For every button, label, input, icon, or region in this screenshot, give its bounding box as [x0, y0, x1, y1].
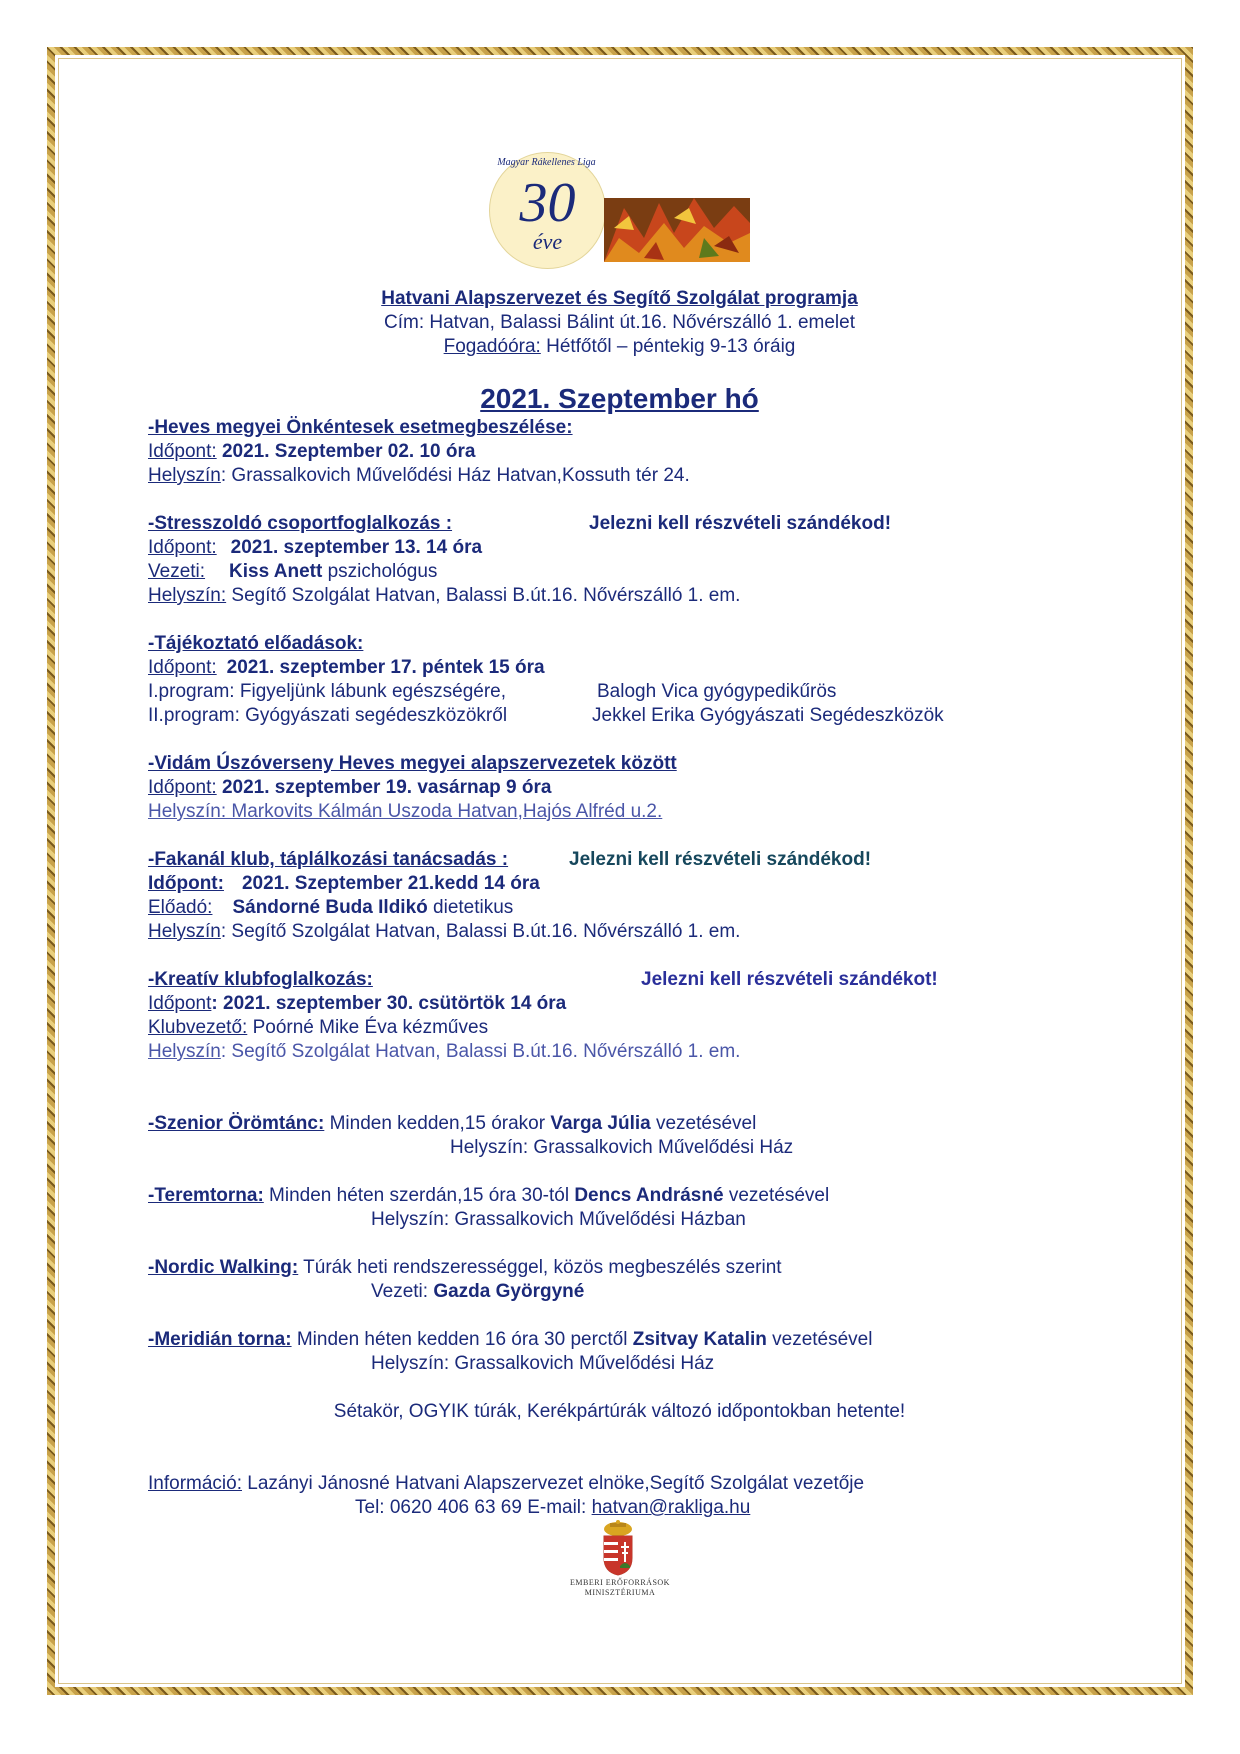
- event3-program2: II.program: Gyógyászati segédeszközökről: [148, 705, 508, 726]
- event5-lead: [148, 896, 513, 920]
- event2-time: [148, 536, 482, 560]
- time-label: Időpont:: [148, 657, 217, 678]
- event5-title: -Fakanál klub, táplálkozási tanácsadás :: [148, 849, 509, 870]
- ministry-name: [555, 1578, 685, 1598]
- time-label: Időpont:: [148, 537, 217, 558]
- time-label: Időpont:: [148, 777, 217, 798]
- time-value: 2021. Szeptember 02. 10 óra: [216, 441, 476, 462]
- event2-note: Jelezni kell részvételi szándékod!: [589, 513, 892, 534]
- month-title: 2021. Szeptember hó: [480, 383, 759, 414]
- hours-label: Fogadóóra:: [443, 336, 541, 357]
- event2-lead: [148, 560, 437, 584]
- time-value: 2021. szeptember 13. 14 óra: [230, 537, 483, 558]
- place-label: Helyszín: [148, 1041, 221, 1062]
- lead-role: pszichológus: [322, 561, 438, 582]
- event5-time: [148, 872, 540, 896]
- place-value: : Segítő Szolgálat Hatvan, Balassi B.út.16. Nővérszálló 1. em.: [220, 921, 741, 942]
- place-value: : Segítő Szolgálat Hatvan, Balassi B.út.16. Nővérszálló 1. em.: [220, 1041, 741, 1062]
- regular-leader: Dencs Andrásné: [574, 1185, 724, 1206]
- event2-title: -Stresszoldó csoportfoglalkozás :: [148, 513, 453, 534]
- event6-title: -Kreatív klubfoglalkozás:: [148, 969, 373, 990]
- regular4-place: Helyszín: Grassalkovich Művelődési Ház: [371, 1353, 715, 1374]
- header-hours: [148, 335, 1091, 359]
- autumn-leaves-image: [604, 198, 750, 262]
- event1-title: -Heves megyei Önkéntesek esetmegbeszélése:: [148, 417, 573, 438]
- walks-note: Sétakör, OGYIK túrák, Kerékpártúrák változó időpontokban hetente!: [333, 1401, 906, 1422]
- lead-label: Klubvezető:: [148, 1017, 248, 1038]
- place-value: : Grassalkovich Művelődési Ház Hatvan,Kossuth tér 24.: [220, 465, 690, 486]
- regular-title: -Teremtorna:: [148, 1185, 264, 1206]
- event3-title: -Tájékoztató előadások:: [148, 633, 364, 654]
- event5-place: [148, 920, 740, 944]
- hungarian-crest-icon: [598, 1520, 638, 1576]
- info-label: Információ:: [148, 1473, 242, 1494]
- event4-time: [148, 776, 551, 800]
- lead-label: Vezeti:: [148, 561, 206, 582]
- ministry-line2: MINISZTÉRIUMA: [584, 1588, 656, 1597]
- logo-number: 30: [519, 172, 576, 234]
- liga-30-logo: [489, 152, 606, 269]
- event4-title: -Vidám Úszóverseny Heves megyei alapszervezetek között: [148, 753, 677, 774]
- info-line: [148, 1472, 864, 1496]
- event3-program1: I.program: Figyeljünk lábunk egészségére,: [148, 681, 507, 702]
- lead-label: Előadó:: [148, 897, 213, 918]
- event2-place: [148, 584, 740, 608]
- regular-text: Minden héten kedden 16 óra 30 perctől: [291, 1329, 633, 1350]
- header-title: Hatvani Alapszervezet és Segítő Szolgálat programja: [381, 288, 858, 309]
- phone-text: Tel: 0620 406 63 69 E-mail:: [355, 1497, 592, 1518]
- regular2-place: Helyszín: Grassalkovich Művelődési Házban: [371, 1209, 746, 1230]
- regular-text: Túrák heti rendszerességgel, közös megbeszélés szerint: [298, 1257, 782, 1278]
- time-label: Időpont:: [148, 441, 217, 462]
- header-address: Cím: Hatvan, Balassi Bálint út.16. Nővérszálló 1. emelet: [384, 312, 855, 333]
- lead-value: Poórné Mike Éva kézműves: [247, 1017, 489, 1038]
- regular2-line: [148, 1184, 829, 1208]
- regular-text2: vezetésével: [723, 1185, 830, 1206]
- time-value: : 2021. szeptember 30. csütörtök 14 óra: [211, 993, 567, 1014]
- place-label: Helyszín:: [148, 585, 227, 606]
- regular-text: Minden kedden,15 órakor: [324, 1113, 551, 1134]
- time-label: Időpont: [148, 993, 212, 1014]
- email-link[interactable]: hatvan@rakliga.hu: [591, 1497, 751, 1518]
- event1-place: [148, 464, 690, 488]
- event6-note: Jelezni kell részvételi szándékot!: [641, 969, 938, 990]
- time-value: 2021. Szeptember 21.kedd 14 óra: [241, 873, 540, 894]
- event6-lead: [148, 1016, 488, 1040]
- event4-place: Helyszín: Markovits Kálmán Uszoda Hatvan,Hajós Alfréd u.2.: [148, 801, 663, 822]
- lead-role: dietetikus: [427, 897, 514, 918]
- lead-name: Kiss Anett: [229, 561, 323, 582]
- time-label: Időpont:: [148, 873, 224, 894]
- logo-eve: éve: [532, 229, 563, 254]
- regular-title: -Szenior Örömtánc:: [148, 1113, 325, 1134]
- lead-label: Vezeti:: [371, 1281, 434, 1302]
- event6-time: [148, 992, 566, 1016]
- info-text: Lazányi Jánosné Hatvani Alapszervezet elnöke,Segítő Szolgálat vezetője: [241, 1473, 865, 1494]
- regular1-place: Helyszín: Grassalkovich Művelődési Ház: [450, 1137, 794, 1158]
- regular-text: Minden héten szerdán,15 óra 30-tól: [263, 1185, 575, 1206]
- lead-name: Sándorné Buda Ildikó: [232, 897, 428, 918]
- ministry-line1: EMBERI ERŐFORRÁSOK: [570, 1578, 670, 1587]
- place-value: Segítő Szolgálat Hatvan, Balassi B.út.16. Nővérszálló 1. em.: [226, 585, 741, 606]
- time-value: 2021. szeptember 17. péntek 15 óra: [226, 657, 545, 678]
- regular3-line: [148, 1256, 782, 1280]
- regular4-line: [148, 1328, 872, 1352]
- logo-ring-text: Magyar Rákellenes Liga: [497, 157, 596, 168]
- event3-time: [148, 656, 545, 680]
- place-label: Helyszín: [148, 921, 221, 942]
- regular-title: -Meridián torna:: [148, 1329, 292, 1350]
- event3-program2-presenter: Jekkel Erika Gyógyászati Segédeszközök: [592, 705, 944, 726]
- regular-title: -Nordic Walking:: [148, 1257, 299, 1278]
- regular-leader: Gazda Györgyné: [433, 1281, 585, 1302]
- regular-leader: Varga Júlia: [550, 1113, 651, 1134]
- time-value: 2021. szeptember 19. vasárnap 9 óra: [216, 777, 552, 798]
- regular3-lead: [371, 1280, 584, 1304]
- event1-time: [148, 440, 475, 464]
- regular-text2: vezetésével: [650, 1113, 757, 1134]
- event6-place: [148, 1040, 740, 1064]
- place-label: Helyszín: [148, 465, 221, 486]
- contact-line: [355, 1496, 750, 1520]
- regular-text2: vezetésével: [766, 1329, 873, 1350]
- regular1-line: [148, 1112, 756, 1136]
- event3-program1-presenter: Balogh Vica gyógypedikűrös: [597, 681, 837, 702]
- event5-note: Jelezni kell részvételi szándékod!: [569, 849, 872, 870]
- hours-value: Hétfőtől – péntekig 9-13 óráig: [540, 336, 796, 357]
- regular-leader: Zsitvay Katalin: [632, 1329, 767, 1350]
